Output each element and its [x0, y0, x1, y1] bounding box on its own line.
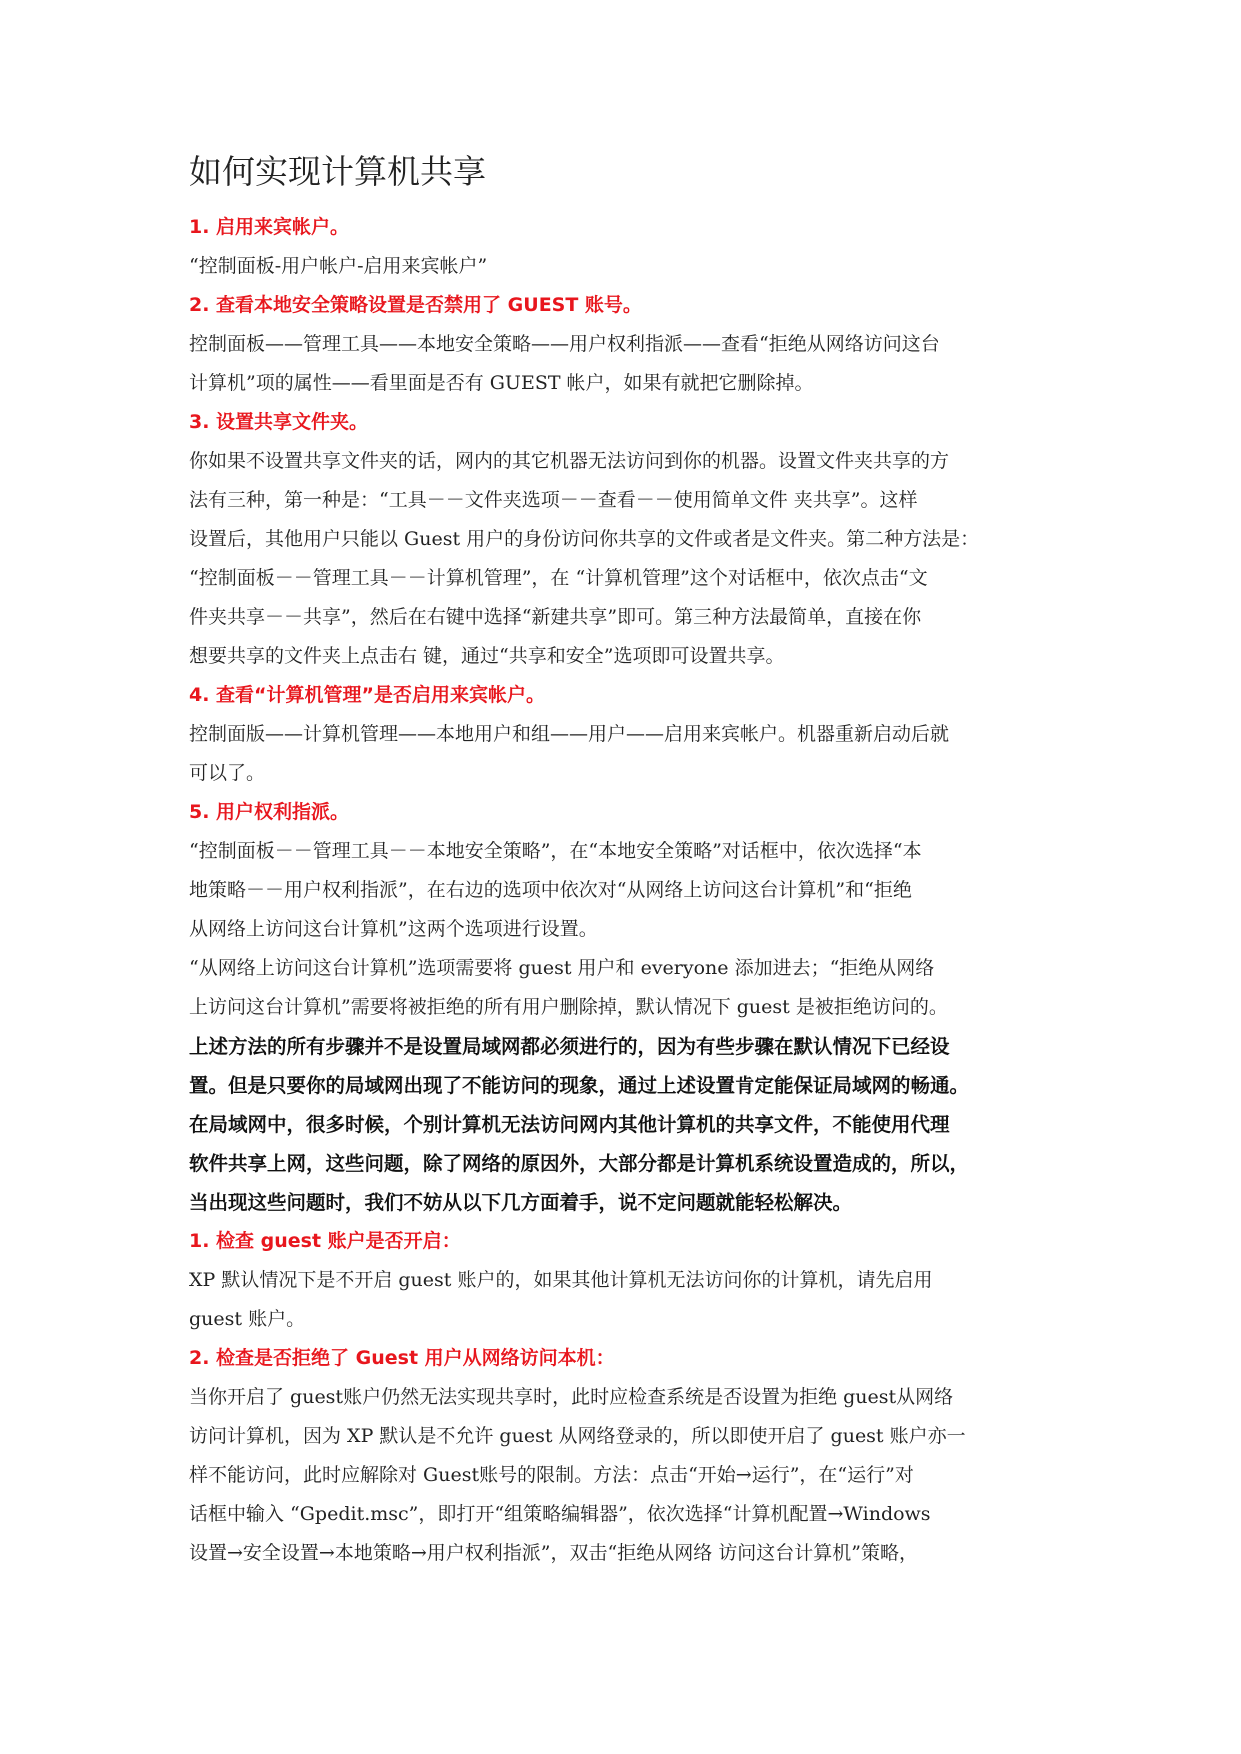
text-line: 控制面版——计算机管理——本地用户和组——用户——启用来宾帐户。机器重新启动后就 — [189, 723, 950, 745]
section-body — [189, 325, 1067, 403]
check-2 — [189, 1339, 1067, 1573]
bold-summary — [189, 1027, 1067, 1222]
text-line: 设置→安全设置→本地策略→用户权利指派”，双击“拒绝从网络 访问这台计算机”策略， — [189, 1542, 918, 1564]
text-line: 地策略－－用户权利指派”，在右边的选项中依次对“从网络上访问这台计算机”和“拒绝 — [189, 879, 912, 901]
text-line: 设置后，其他用户只能以 Guest 用户的身份访问你共享的文件或者是文件夹。第二种方法是： — [189, 528, 980, 550]
bold-line: 置。但是只要你的局域网出现了不能访问的现象，通过上述设置肯定能保证局域网的畅通。 — [189, 1074, 970, 1097]
bold-line: 当出现这些问题时，我们不妨从以下几方面着手，说不定问题就能轻松解决。 — [189, 1191, 853, 1214]
text-line: XP 默认情况下是不开启 guest 账户的，如果其他计算机无法访问你的计算机，请先启用 — [189, 1269, 933, 1291]
section-4 — [189, 676, 1067, 793]
text-line: 想要共享的文件夹上点击右 键，通过“共享和安全”选项即可设置共享。 — [189, 645, 785, 667]
text-line: 当你开启了 guest账户仍然无法实现共享时，此时应检查系统是否设置为拒绝 guest从网络 — [189, 1386, 954, 1408]
text-line: 法有三种，第一种是：“工具－－文件夹选项－－查看－－使用简单文件 夹共享”。这样 — [189, 489, 918, 511]
text-line: 访问计算机，因为 XP 默认是不允许 guest 从网络登录的，所以即使开启了 guest 账户亦一 — [189, 1425, 966, 1447]
section-5 — [189, 793, 1067, 1027]
section-1 — [189, 208, 1067, 286]
check-heading: 2. 检查是否拒绝了 Guest 用户从网络访问本机： — [189, 1347, 615, 1369]
text-line: guest 账户。 — [189, 1308, 306, 1330]
text-line: “控制面板－－管理工具－－计算机管理”，在 “计算机管理”这个对话框中，依次点击“文 — [189, 567, 928, 589]
bold-line: 软件共享上网，这些问题，除了网络的原因外，大部分都是计算机系统设置造成的，所以， — [189, 1152, 970, 1175]
section-heading: 3. 设置共享文件夹。 — [189, 411, 369, 433]
text-line: “控制面板－－管理工具－－本地安全策略”，在“本地安全策略”对话框中，依次选择“本 — [189, 840, 922, 862]
text-line: “控制面板-用户帐户-启用来宾帐户” — [189, 255, 488, 277]
text-line: 可以了。 — [189, 762, 266, 784]
document-page — [189, 150, 1067, 1573]
text-line: “从网络上访问这台计算机”选项需要将 guest 用户和 everyone 添加进去；“拒绝从网络 — [189, 957, 935, 979]
section-heading: 2. 查看本地安全策略设置是否禁用了 GUEST 账号。 — [189, 294, 642, 316]
check-body — [189, 1261, 1067, 1339]
section-2 — [189, 286, 1067, 403]
text-line: 上访问这台计算机”需要将被拒绝的所有用户删除掉，默认情况下 guest 是被拒绝访问的。 — [189, 996, 948, 1018]
text-line: 控制面板——管理工具——本地安全策略——用户权利指派——查看“拒绝从网络访问这台 — [189, 333, 940, 355]
bold-line: 上述方法的所有步骤并不是设置局域网都必须进行的，因为有些步骤在默认情况下已经设 — [189, 1035, 950, 1058]
section-heading: 5. 用户权利指派。 — [189, 801, 350, 823]
section-3 — [189, 403, 1067, 676]
section-body — [189, 442, 1067, 676]
text-line: 计算机”项的属性——看里面是否有 GUEST 帐户，如果有就把它删除掉。 — [189, 372, 814, 394]
bold-line: 在局域网中，很多时候，个别计算机无法访问网内其他计算机的共享文件，不能使用代理 — [189, 1113, 950, 1136]
section-body — [189, 832, 1067, 1027]
text-line: 话框中输入 “Gpedit.msc”，即打开“组策略编辑器”，依次选择“计算机配置→Windows — [189, 1503, 931, 1525]
text-line: 从网络上访问这台计算机”这两个选项进行设置。 — [189, 918, 598, 940]
section-heading: 4. 查看“计算机管理”是否启用来宾帐户。 — [189, 684, 546, 706]
text-line: 样不能访问，此时应解除对 Guest账号的限制。方法：点击“开始→运行”，在“运行”对 — [189, 1464, 914, 1486]
check-body — [189, 1378, 1067, 1573]
section-body — [189, 247, 1067, 286]
text-line: 你如果不设置共享文件夹的话，网内的其它机器无法访问到你的机器。设置文件夹共享的方 — [189, 450, 950, 472]
section-body — [189, 715, 1067, 793]
document-title: 如何实现计算机共享 — [189, 152, 486, 191]
check-heading: 1. 检查 guest 账户是否开启： — [189, 1230, 461, 1252]
check-1 — [189, 1222, 1067, 1339]
text-line: 件夹共享－－共享”，然后在右键中选择“新建共享”即可。第三种方法最简单，直接在你 — [189, 606, 922, 628]
section-heading: 1. 启用来宾帐户。 — [189, 216, 350, 238]
